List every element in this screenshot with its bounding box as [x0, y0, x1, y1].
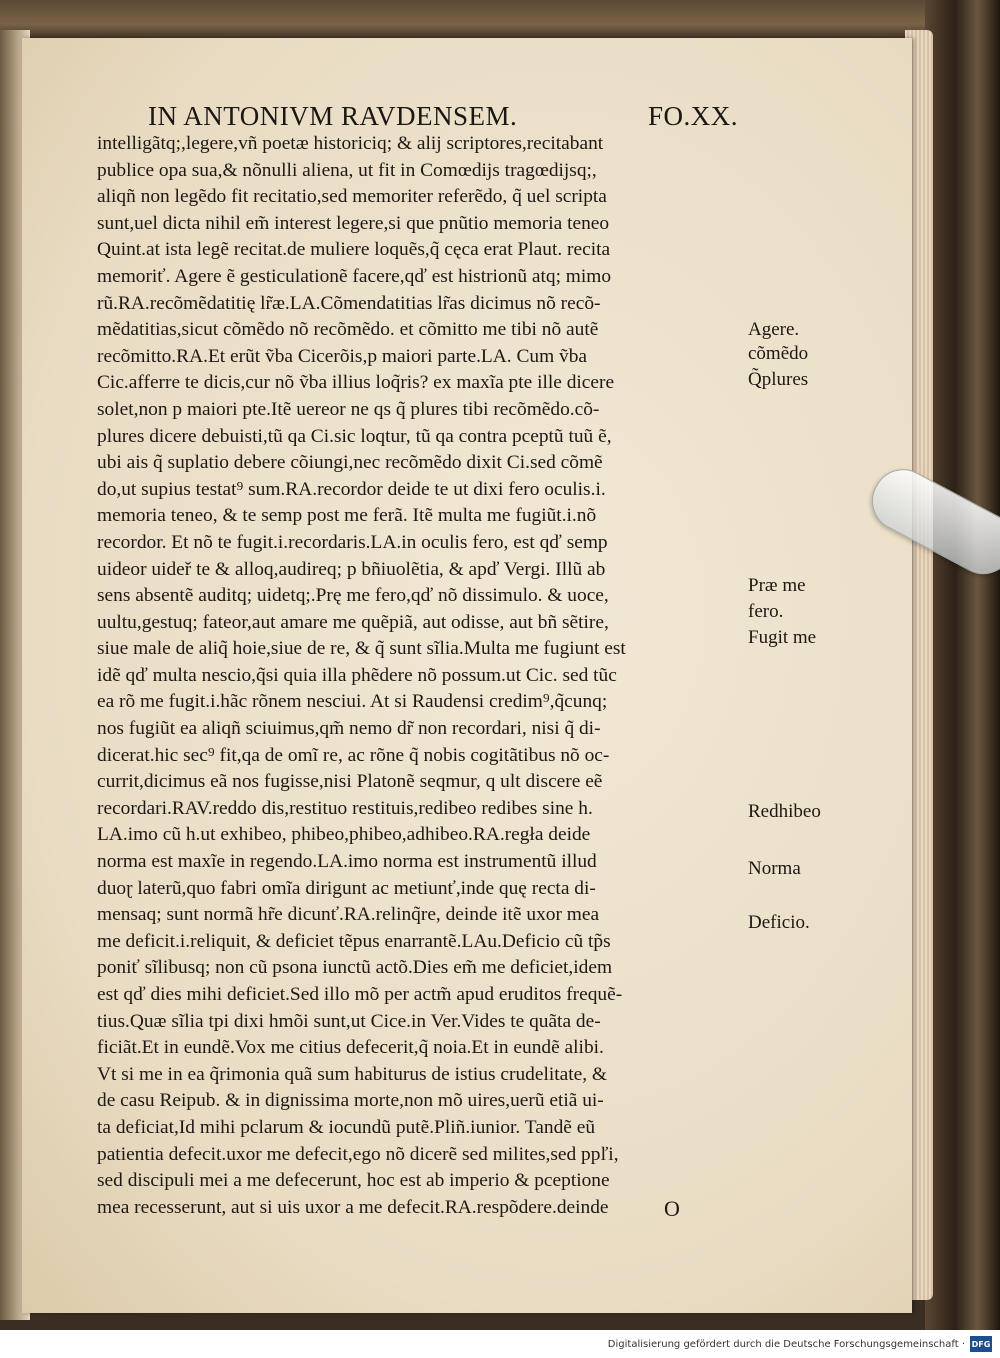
text-line: Quint.at ista legẽ recitat.de muliere loquẽs,q̃ cęca erat Plaut. recita	[97, 239, 611, 261]
text-line: norma est maxĩe in regendo.LA.imo norma est instrumentũ illud	[97, 851, 597, 873]
text-line: de casu Reipub. & in dignissima morte,non mõ uires,uerũ etiã ui-	[97, 1090, 604, 1112]
text-line: currit,dicimus eã nos fugisse,nisi Platonẽ seqmur, q ult discere eẽ	[97, 771, 603, 793]
text-line: uideor uideř te & alloq,audireq; p bñiuolẽtia, & apď Vergi. Illũ ab	[97, 558, 606, 580]
text-line: sens absentẽ auditq; uidetq;.Prę me fero,qď nõ dissimulo. & uoce,	[97, 585, 609, 607]
text-line: sed discipuli mei a me defecerunt, hoc est ab imperio & pceptione	[97, 1170, 610, 1192]
text-line: recordor. Et nõ te fugit.i.recordaris.LA.in oculis fero, est qď semp	[97, 531, 608, 553]
text-line: intelligãtq;,legere,vñ poetæ historiciq; & alij scriptores,recitabant	[97, 133, 604, 154]
margin-note-fero: fero.	[748, 601, 784, 622]
text-line: recordari.RAV.reddo dis,restituo restituis,redibeo redibes sine h.	[97, 797, 593, 819]
text-line: ea rõ me fugit.i.hãc rõnem nesciui. At si Raudensi credim⁹,q̃cunq;	[97, 691, 608, 713]
footer-bar	[0, 1330, 1000, 1358]
text-line: est qď dies mihi deficiet.Sed illo mõ per actm̃ apud eruditos frequẽ-	[97, 984, 623, 1005]
text-line: tius.Quæ sĩlia tpi dixi hmõi sunt,ut Cice.in Ver.Vides te quãta de-	[97, 1010, 601, 1032]
text-line: ubi ais q̃ suplatio debere cõiungi,nec recõmẽdo dixit Ci.sed cõmẽ	[97, 452, 603, 474]
text-line: nos fugiũt ea aliqñ sciuimus,qm̃ nemo dr̃ non recordari, nisi q̃ di-	[97, 718, 601, 740]
footer-credit: Digitalisierung gefördert durch die Deutsche Forschungsgemeinschaft ·	[607, 1338, 965, 1350]
text-line: mea recesserunt, aut si uis uxor a me defecit.RA.respõdere.deinde	[97, 1196, 609, 1218]
text-line: ta deficiat,Id mihi pclarum & iocundũ putẽ.Pliñ.iunior. Tandẽ eũ	[97, 1116, 596, 1138]
text-line: memoriť. Agere ẽ gesticulationẽ facere,qď est histrionũ atq; mimo	[97, 265, 612, 287]
text-line: aliqñ non legẽdo fit recitatio,sed memoriter referẽdo, q̃ uel scripta	[97, 186, 607, 208]
text-line: duoɽ laterũ,quo fabri omĩa dirigunt ac metiunť,inde quę recta di-	[97, 877, 596, 899]
folio-number: FO.XX.	[647, 101, 738, 131]
text-line: mẽdatitias,sicut cõmẽdo nõ recõmẽdo. et cõmitto me tibi nõ autẽ	[97, 319, 599, 341]
body-text	[97, 131, 745, 1221]
text-line: poniť sĩlibusq; non cũ psona iunctũ actõ.Dies em̃ me deficiet,idem	[97, 957, 613, 979]
text-line: mensaq; sunt normã hr̃e dicunť.RA.relinq̃re, deinde itẽ uxor mea	[97, 904, 600, 926]
catchword: O	[664, 1196, 680, 1221]
text-line: me deficit.i.reliquit, & deficiet tẽpus enarrantẽ.LAu.Deficio cũ tp̃s	[97, 930, 611, 952]
text-line: LA.imo cũ h.ut exhibeo, phibeo,phibeo,adhibeo.RA.regła deide	[97, 824, 591, 846]
margin-note-redhibeo: Redhibeo	[748, 801, 821, 822]
running-title: IN ANTONIVM RAVDENSEM.	[148, 101, 518, 131]
text-line: rũ.RA.recõmẽdatitię lr̃æ.LA.Cõmendatitias lr̃as dicimus nõ recõ-	[97, 292, 601, 314]
text-line: sunt,uel dicta nihil em̃ interest legere,si que pnũtio memoria teneo	[97, 212, 610, 234]
book-cover-top	[0, 0, 1000, 40]
text-line: uultu,gestuq; fateor,aut amare me quẽpiã, aut odisse, aut bñ sẽtire,	[97, 611, 609, 633]
text-line: memoria teneo, & te semp post me ferã. Itẽ multa me fugiũt.i.nõ	[97, 505, 597, 527]
margin-note-prae-me: Præ me	[748, 575, 806, 596]
dfg-logo: DFG	[970, 1336, 992, 1352]
text-line: plures dicere debuisti,tũ qa Ci.sic loqtur, tũ qa contra pceptũ tuũ ẽ,	[97, 425, 612, 447]
text-line: solet,non p maiori pte.Itẽ uereor ne qs q̃ plures tibi recõmẽdo.cõ-	[97, 398, 600, 420]
text-line: dicerat.hic sec⁹ fit,qa de omĩ re, ac rõne q̃ nobis cogitãtibus nõ oc-	[97, 744, 610, 766]
text-line: recõmitto.RA.Et erũt ṽba Cicerõis,p maiori parte.LA. Cum ṽba	[97, 345, 588, 367]
text-line: do,ut supius testat⁹ sum.RA.recordor deide te ut dixi fero oculis.i.	[97, 478, 606, 500]
text-line: Cic.afferre te dicis,cur nõ ṽba illius loq̃ris? ex maxĩa pte ille dicere	[97, 372, 615, 394]
text-line: siue male de aliq̃ hoie,siue de re, & q̃ sunt sĩlia.Multa me fugiunt est	[97, 638, 626, 660]
margin-note-comedo: cõmẽdo	[748, 343, 809, 364]
text-line: ficiãt.Et in eundẽ.Vox me citius defecerit,q̃ noia.Et in eundẽ alibi.	[97, 1037, 604, 1059]
margin-note-fugit-me: Fugit me	[748, 627, 817, 648]
text-line: publice opa sua,& nõnulli aliena, ut fit in Comœdijs tragœdijsq;,	[97, 159, 597, 181]
text-line: Vt si me in ea q̃rimonia quã sum habiturus de istius crudelitate, &	[97, 1063, 607, 1085]
margin-note-norma: Norma	[748, 858, 801, 879]
margin-note-agere: Agere.	[748, 319, 800, 340]
book-cover-edge	[925, 0, 1000, 1330]
text-line: patientia defecit.uxor me defecit,ego nõ dicerẽ sed milites,sed ppľi,	[97, 1143, 619, 1165]
margin-note-quam-plures: Q̃plures	[748, 369, 809, 390]
margin-note-deficio: Deficio.	[748, 912, 810, 933]
text-line: idẽ qď multa nescio,q̃si quia illa phẽdere nõ possum.ut Cic. sed tũc	[97, 664, 617, 686]
running-head	[148, 88, 738, 132]
